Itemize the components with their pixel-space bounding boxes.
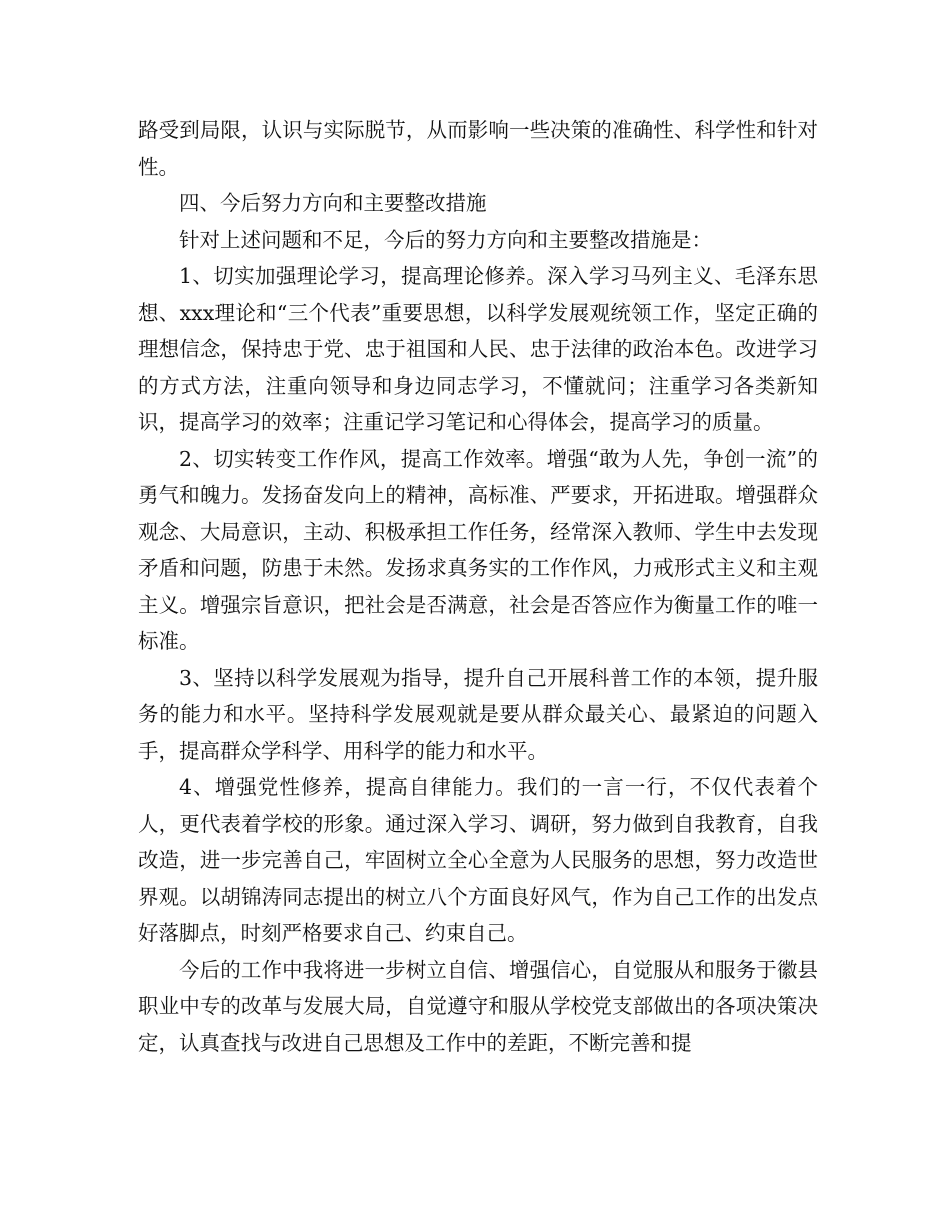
paragraph-item-2: 2、切实转变工作作风，提高工作效率。增强“敢为人先，争创一流”的勇气和魄力。发扬奋发向上的精神，高标准、严要求，开拓进取。增强群众观念、大局意识，主动、积极承担工作任务，经常深入教师、学生中去发现矛盾和问题，防患于未然。发扬求真务实的工作作风，力戒形式主义和主观主义。增强宗旨意识，把社会是否满意，社会是否答应作为衡量工作的唯一标准。 [138,446,818,653]
section-heading: 四、今后努力方向和主要整改措施 [179,191,487,215]
paragraph-continuation: 路受到局限，认识与实际脱节，从而影响一些决策的准确性、科学性和针对性。 [138,118,818,179]
document-body [138,112,818,1061]
paragraph-item-1: 1、切实加强理论学习，提高理论修养。深入学习马列主义、毛泽东思想、xxx理论和“三个代表”重要思想，以科学发展观统领工作，坚定正确的理想信念，保持忠于党、忠于祖国和人民、忠于法律的政治本色。改进学习的方式方法，注重向领导和身边同志学习，不懂就问；注重学习各类新知识，提高学习的效率；注重记学习笔记和心得体会，提高学习的质量。 [138,264,818,434]
paragraph-item-3: 3、坚持以科学发展观为指导，提升自己开展科普工作的本领，提升服务的能力和水平。坚持科学发展观就是要从群众最关心、最紧迫的问题入手，提高群众学科学、用科学的能力和水平。 [138,665,818,763]
paragraph-item-4: 4、增强党性修养，提高自律能力。我们的一言一行，不仅代表着个人，更代表着学校的形象。通过深入学习、调研，努力做到自我教育，自我改造，进一步完善自己，牢固树立全心全意为人民服务的思想，努力改造世界观。以胡锦涛同志提出的树立八个方面良好风气，作为自己工作的出发点好落脚点，时刻严格要求自己、约束自己。 [138,775,818,945]
paragraph-closing: 今后的工作中我将进一步树立自信、增强信心，自觉服从和服务于徽县职业中专的改革与发展大局，自觉遵守和服从学校党支部做出的各项决策决定，认真查找与改进自己思想及工作中的差距，不断完善和提 [138,957,818,1055]
paragraph-intro: 针对上述问题和不足，今后的努力方向和主要整改措施是： [179,227,712,252]
